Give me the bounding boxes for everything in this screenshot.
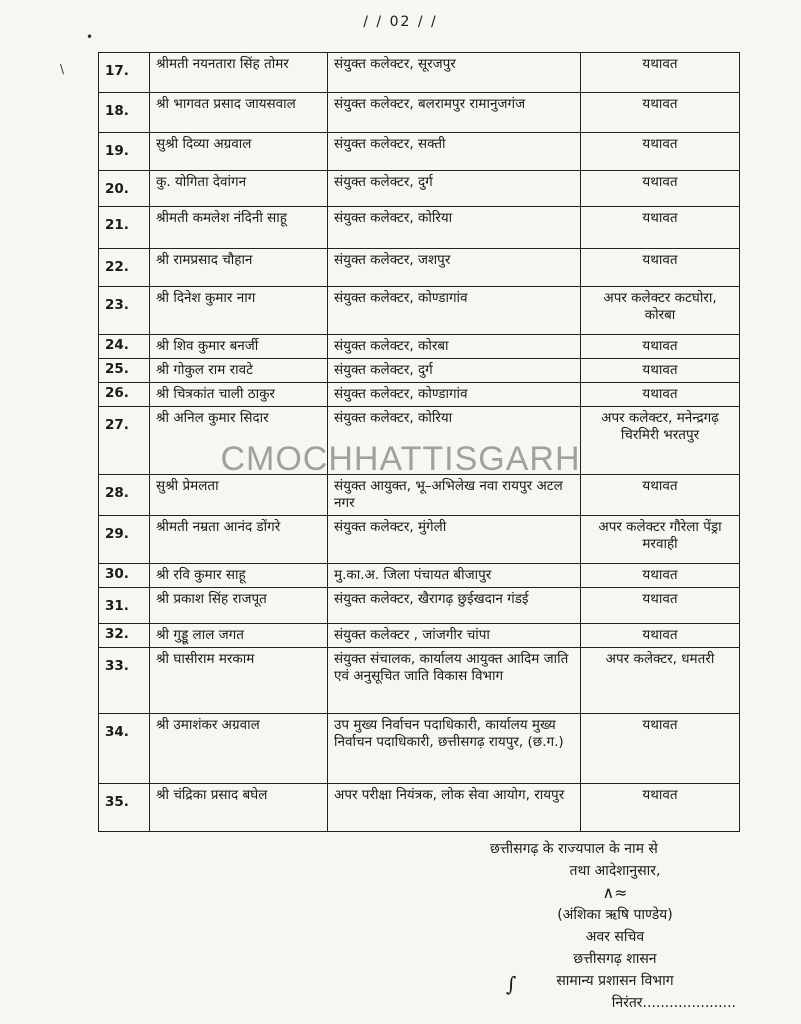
- table-row: [99, 624, 740, 648]
- row-serial: 22.: [99, 249, 150, 287]
- row-officer-name: श्री शिव कुमार बनर्जी: [150, 335, 328, 359]
- row-serial: 29.: [99, 516, 150, 564]
- table-row: [99, 588, 740, 624]
- row-officer-name: श्री अनिल कुमार सिदार: [150, 407, 328, 475]
- row-current-post: संयुक्त आयुक्त, भू–अभिलेख नवा रायपुर अटल नगर: [328, 475, 581, 516]
- row-remark: यथावत: [581, 714, 740, 784]
- row-current-post: उप मुख्य निर्वाचन पदाधिकारी, कार्यालय मुख्य निर्वाचन पदाधिकारी, छत्तीसगढ़ रायपुर, (छ.ग.): [328, 714, 581, 784]
- table-row: [99, 475, 740, 516]
- row-officer-name: सुश्री दिव्या अग्रवाल: [150, 133, 328, 171]
- row-officer-name: श्री रामप्रसाद चौहान: [150, 249, 328, 287]
- row-officer-name: श्रीमती नम्रता आनंद डोंगरे: [150, 516, 328, 564]
- row-remark: यथावत: [581, 53, 740, 93]
- table-row: [99, 359, 740, 383]
- row-serial: 31.: [99, 588, 150, 624]
- row-current-post: संयुक्त कलेक्टर, कोण्डागांव: [328, 383, 581, 407]
- row-officer-name: श्री प्रकाश सिंह राजपूत: [150, 588, 328, 624]
- row-remark: यथावत: [581, 359, 740, 383]
- row-current-post: मु.का.अ. जिला पंचायत बीजापुर: [328, 564, 581, 588]
- row-officer-name: श्री रवि कुमार साहू: [150, 564, 328, 588]
- row-remark: यथावत: [581, 624, 740, 648]
- row-serial: 33.: [99, 648, 150, 714]
- table-row: [99, 564, 740, 588]
- row-officer-name: श्री गुड्डू लाल जगत: [150, 624, 328, 648]
- row-current-post: संयुक्त संचालक, कार्यालय आयुक्त आदिम जाति एवं अनुसूचित जाति विकास विभाग: [328, 648, 581, 714]
- row-remark: यथावत: [581, 93, 740, 133]
- order-line: तथा आदेशानुसार,: [569, 863, 661, 879]
- row-serial: 25.: [99, 359, 150, 383]
- table-row: [99, 784, 740, 832]
- government-name: छत्तीसगढ़ शासन: [573, 951, 657, 967]
- row-current-post: संयुक्त कलेक्टर, दुर्ग: [328, 171, 581, 207]
- page-number: / / 02 / /: [363, 14, 438, 30]
- row-officer-name: श्री गोकुल राम रावटे: [150, 359, 328, 383]
- row-current-post: संयुक्त कलेक्टर, सक्ती: [328, 133, 581, 171]
- table-row: [99, 383, 740, 407]
- row-remark: यथावत: [581, 171, 740, 207]
- signatory-name: (अंशिका ऋषि पाण्डेय): [557, 907, 673, 923]
- row-officer-name: श्रीमती नयनतारा सिंह तोमर: [150, 53, 328, 93]
- row-officer-name: श्रीमती कमलेश नंदिनी साहू: [150, 207, 328, 249]
- table-row: [99, 714, 740, 784]
- row-remark: यथावत: [581, 249, 740, 287]
- row-serial: 24.: [99, 335, 150, 359]
- row-serial: 21.: [99, 207, 150, 249]
- authority-line: छत्तीसगढ़ के राज्यपाल के नाम से: [490, 841, 658, 857]
- row-officer-name: कु. योगिता देवांगन: [150, 171, 328, 207]
- row-current-post: संयुक्त कलेक्टर, जशपुर: [328, 249, 581, 287]
- table-row: [99, 648, 740, 714]
- row-serial: 32.: [99, 624, 150, 648]
- continued-dots: .....................: [642, 995, 736, 1011]
- row-remark: अपर कलेक्टर, मनेन्द्रगढ़ चिरमिरी भरतपुर: [581, 407, 740, 475]
- row-current-post: संयुक्त कलेक्टर, कोण्डागांव: [328, 287, 581, 335]
- row-current-post: संयुक्त कलेक्टर, दुर्ग: [328, 359, 581, 383]
- row-current-post: संयुक्त कलेक्टर, सूरजपुर: [328, 53, 581, 93]
- row-current-post: संयुक्त कलेक्टर, खैरागढ़ छुईखदान गंडई: [328, 588, 581, 624]
- row-serial: 17.: [99, 53, 150, 93]
- row-serial: 35.: [99, 784, 150, 832]
- row-remark: यथावत: [581, 383, 740, 407]
- row-remark: यथावत: [581, 133, 740, 171]
- row-serial: 28.: [99, 475, 150, 516]
- row-current-post: संयुक्त कलेक्टर, मुंगेली: [328, 516, 581, 564]
- row-serial: 20.: [99, 171, 150, 207]
- row-serial: 23.: [99, 287, 150, 335]
- initial-scribble: ∫: [506, 972, 517, 996]
- table-row: [99, 249, 740, 287]
- row-serial: 18.: [99, 93, 150, 133]
- row-serial: 30.: [99, 564, 150, 588]
- row-remark: अपर कलेक्टर कटघोरा, कोरबा: [581, 287, 740, 335]
- handwritten-signature: ∧≈: [602, 883, 628, 902]
- row-officer-name: श्री दिनेश कुमार नाग: [150, 287, 328, 335]
- table-row: [99, 93, 740, 133]
- row-serial: 26.: [99, 383, 150, 407]
- row-officer-name: श्री घासीराम मरकाम: [150, 648, 328, 714]
- row-remark: यथावत: [581, 564, 740, 588]
- table-row: [99, 516, 740, 564]
- row-serial: 34.: [99, 714, 150, 784]
- signature-block: [490, 838, 740, 1014]
- scan-mark: \: [60, 62, 65, 76]
- row-remark: यथावत: [581, 207, 740, 249]
- table-row: [99, 133, 740, 171]
- row-current-post: संयुक्त कलेक्टर , जांजगीर चांपा: [328, 624, 581, 648]
- row-serial: 27.: [99, 407, 150, 475]
- row-remark: यथावत: [581, 784, 740, 832]
- row-current-post: संयुक्त कलेक्टर, कोरिया: [328, 407, 581, 475]
- row-officer-name: श्री चंद्रिका प्रसाद बघेल: [150, 784, 328, 832]
- row-current-post: संयुक्त कलेक्टर, बलरामपुर रामानुजगंज: [328, 93, 581, 133]
- row-officer-name: श्री उमाशंकर अग्रवाल: [150, 714, 328, 784]
- table-row: [99, 335, 740, 359]
- table-row: [99, 287, 740, 335]
- row-remark: यथावत: [581, 335, 740, 359]
- row-officer-name: श्री भागवत प्रसाद जायसवाल: [150, 93, 328, 133]
- row-remark: अपर कलेक्टर गौरेला पेंड्रा मरवाही: [581, 516, 740, 564]
- department-name: सामान्य प्रशासन विभाग: [556, 973, 674, 989]
- row-officer-name: सुश्री प्रेमलता: [150, 475, 328, 516]
- row-remark: अपर कलेक्टर, धमतरी: [581, 648, 740, 714]
- watermark: CMOCHHATTISGARH: [220, 440, 581, 478]
- table-row: [99, 53, 740, 93]
- table-row: [99, 207, 740, 249]
- row-remark: यथावत: [581, 588, 740, 624]
- row-remark: यथावत: [581, 475, 740, 516]
- row-current-post: संयुक्त कलेक्टर, कोरबा: [328, 335, 581, 359]
- row-current-post: अपर परीक्षा नियंत्रक, लोक सेवा आयोग, रायपुर: [328, 784, 581, 832]
- table-row: [99, 171, 740, 207]
- continued-label: निरंतर: [611, 995, 643, 1011]
- row-officer-name: श्री चित्रकांत चाली ठाकुर: [150, 383, 328, 407]
- row-serial: 19.: [99, 133, 150, 171]
- scan-mark: •: [86, 30, 94, 44]
- row-current-post: संयुक्त कलेक्टर, कोरिया: [328, 207, 581, 249]
- signatory-designation: अवर सचिव: [585, 929, 645, 945]
